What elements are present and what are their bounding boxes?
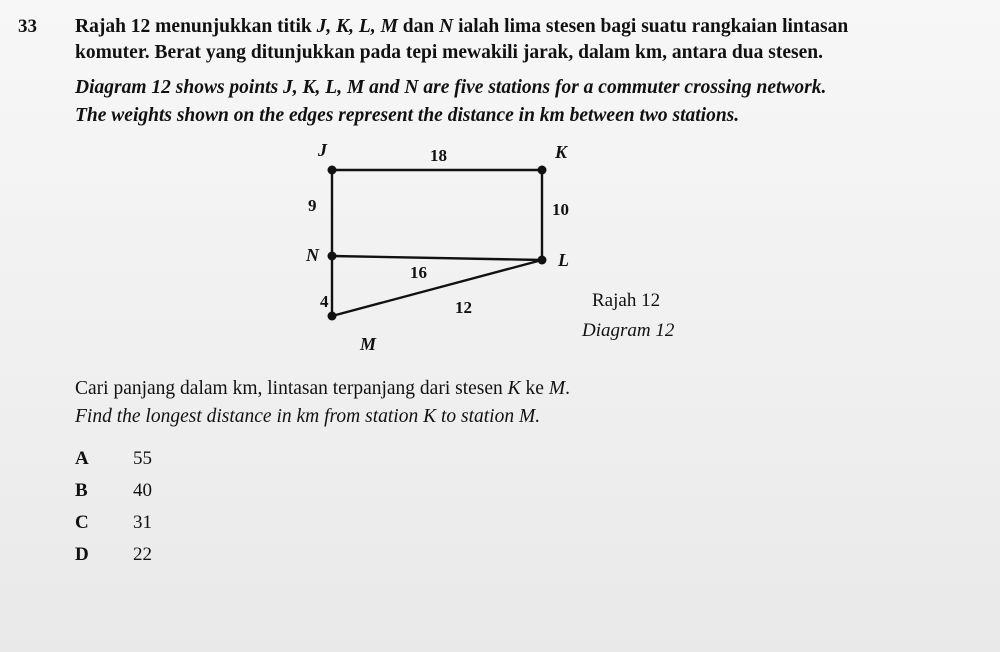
option-c[interactable]: [75, 512, 195, 538]
station-k-italic: K: [507, 378, 521, 399]
option-value: 31: [133, 512, 152, 533]
station-list-italic: J, K, L, M: [316, 16, 398, 37]
station-label-l: L: [558, 250, 569, 270]
option-d[interactable]: [75, 544, 195, 570]
option-letter: D: [75, 544, 89, 565]
text-segment: dan: [397, 16, 440, 37]
station-label-j: J: [318, 140, 327, 160]
question-number: 33: [18, 16, 37, 37]
station-m-italic: M: [548, 378, 566, 399]
weight-j-n: 9: [308, 196, 317, 215]
text-segment: Rajah 12 menunjukkan titik: [75, 16, 317, 37]
question-text-english-line2: The weights shown on the edges represent the distance in km between two stations.: [75, 105, 740, 126]
diagram-caption-malay: Rajah 12: [592, 290, 661, 311]
weight-j-k: 18: [430, 146, 447, 165]
option-letter: C: [75, 512, 89, 533]
text-segment: .: [565, 378, 570, 399]
diagram-caption-english: Diagram 12: [582, 320, 675, 341]
edge-m-l: [332, 260, 542, 316]
prompt-english: Find the longest distance in km from station K to station M.: [75, 406, 541, 427]
station-node-m: [328, 312, 337, 321]
question-text-malay-line2: komuter. Berat yang ditunjukkan pada tepi mewakili jarak, dalam km, antara dua stesen.: [75, 42, 823, 63]
weight-n-l: 16: [410, 263, 427, 282]
question-text-english-line1: Diagram 12 shows points J, K, L, M and N are five stations for a commuter crossing network.: [75, 77, 827, 98]
station-node-n: [328, 252, 337, 261]
station-node-j: [328, 166, 337, 175]
option-b[interactable]: [75, 480, 195, 506]
edge-n-l: [332, 256, 542, 260]
option-letter: B: [75, 480, 88, 501]
prompt-malay: [75, 378, 570, 400]
option-a[interactable]: [75, 448, 195, 474]
text-segment: Cari panjang dalam km, lintasan terpanjang dari stesen: [75, 378, 508, 399]
question-text-malay-line1: [75, 16, 848, 38]
station-label-m: M: [360, 334, 377, 354]
weight-k-l: 10: [552, 200, 569, 219]
station-label-n: N: [306, 245, 319, 265]
option-letter: A: [75, 448, 89, 469]
weight-m-l: 12: [455, 298, 472, 317]
option-value: 40: [133, 480, 152, 501]
station-n-italic: N: [439, 16, 454, 37]
option-value: 55: [133, 448, 152, 469]
option-value: 22: [133, 544, 152, 565]
text-segment: ke: [520, 378, 549, 399]
station-node-k: [538, 166, 547, 175]
station-node-l: [538, 256, 547, 265]
station-label-k: K: [555, 142, 568, 162]
text-segment: ialah lima stesen bagi suatu rangkaian lintasan: [453, 16, 849, 37]
network-diagram: [290, 130, 710, 365]
weight-n-m: 4: [320, 292, 329, 311]
